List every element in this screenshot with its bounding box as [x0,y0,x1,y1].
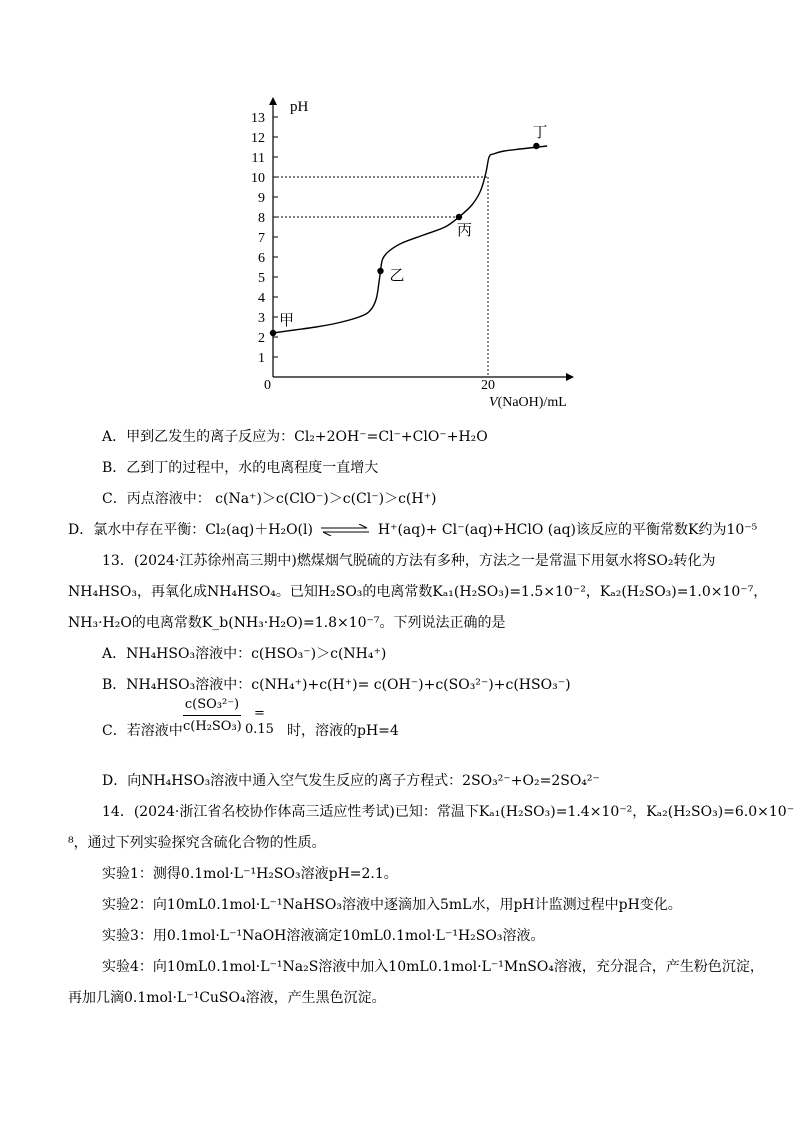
q14-experiment-2: 实验2：向10mL0.1mol·L⁻¹NaHSO₃溶液中逐滴加入5mL水，用pH计监测过程中pH变化。 [102,897,682,913]
chart-reference-lines [273,177,488,377]
point-label-3: 丁 [532,125,548,141]
q12-option-a: A．甲到乙发生的离子反应为：Cl₂+2OH⁻=Cl⁻+ClO⁻+H₂O [102,429,488,445]
q13-stem-line1: 13．(2024·江苏徐州高三期中)燃煤烟气脱硫的方法有多种，方法之一是常温下用氨水将SO₂转化为 [102,553,716,569]
point-label-2: 丙 [456,223,472,239]
y-tick-label-8: 8 [258,211,265,226]
point-label-1: 乙 [389,268,405,284]
q12-option-d-after: H⁺(aq)+ Cl⁻(aq)+HClO (aq)该反应的平衡常数K约为10⁻⁵ [377,522,758,538]
y-tick-label-1: 1 [258,351,265,366]
q12-option-b: B．乙到丁的过程中，水的电离程度一直增大 [102,460,379,476]
chart-ticks [251,111,495,393]
q12-option-d [68,521,757,539]
q13-option-d: D．向NH₄HSO₃溶液中通入空气发生反应的离子方程式：2SO₃²⁻+O₂=2SO₄²⁻ [102,773,600,789]
q13-option-c-prefix: C．若溶液中 [102,723,183,739]
y-tick-label-7: 7 [258,231,265,246]
y-tick-label-3: 3 [258,311,265,326]
y-axis-label: pH [290,99,309,115]
y-tick-label-5: 5 [258,271,265,286]
q14-experiment-4-line1: 实验4：向10mL0.1mol·L⁻¹Na₂S溶液中加入10mL0.1mol·L⁻¹MnSO₄溶液，充分混合，产生粉色沉淀， [102,959,764,975]
q13-option-c-fraction [183,697,274,737]
fraction-bar [183,715,241,716]
titration-curve [273,146,547,333]
y-tick-label-13: 13 [251,111,265,126]
y-tick-label-12: 12 [251,131,265,146]
y-tick-label-4: 4 [258,291,265,306]
q14-stem-line1: 14．(2024·浙江省名校协作体高三适应性考试)已知：常温下Kₐ₁(H₂SO₃)=1.4×10⁻²，Kₐ₂(H₂SO₃)=6.0×10⁻ [102,804,795,820]
y-tick-label-10: 10 [251,171,265,186]
point-label-0: 甲 [279,313,295,329]
point-2 [456,214,462,220]
q13-option-a: A．NH₄HSO₃溶液中：c(HSO₃⁻)＞c(NH₄⁺) [102,646,387,662]
point-1 [377,268,383,274]
q12-option-c: C．丙点溶液中： c(Na⁺)＞c(ClO⁻)＞c(Cl⁻)＞c(H⁺) [102,491,437,507]
chart-points [270,124,548,336]
q14-experiment-4-line2: 再加几滴0.1mol·L⁻¹CuSO₄溶液，产生黑色沉淀。 [68,990,386,1006]
q14-experiment-3: 实验3：用0.1mol·L⁻¹NaOH溶液滴定10mL0.1mol·L⁻¹H₂SO₃溶液。 [102,928,545,944]
q14-stem-line2: ⁸，通过下列实验探究含硫化合物的性质。 [68,835,326,851]
chart-axes [273,98,573,377]
x-axis-label: V(NaOH)/mL [489,395,567,410]
q13-stem-line2: NH₄HSO₃，再氧化成NH₄HSO₄。已知H₂SO₃的电离常数Kₐ₁(H₂SO₃)=1.5×10⁻²，Kₐ₂(H₂SO₃)=1.0×10⁻⁷， [68,584,768,600]
point-3 [533,143,539,149]
q14-experiment-1: 实验1：测得0.1mol·L⁻¹H₂SO₃溶液pH=2.1。 [102,866,398,882]
fraction-value: = 0.15 [245,706,274,737]
y-tick-label-11: 11 [251,151,265,166]
fraction-denominator: c(H₂SO₃) [183,719,242,734]
q13-option-c-suffix: 时，溶液的pH=4 [287,723,399,739]
y-tick-label-9: 9 [258,191,265,206]
q13-stem-line3: NH₃·H₂O的电离常数K_b(NH₃·H₂O)=1.8×10⁻⁷。下列说法正确的是 [68,615,506,631]
equilibrium-arrow-icon [319,524,371,536]
fraction-numerator: c(SO₃²⁻) [184,697,240,712]
q12-option-d-before: D．氯水中存在平衡：Cl₂(aq)＋H₂O(l) [68,522,313,538]
q13-option-b: B．NH₄HSO₃溶液中：c(NH₄⁺)+c(H⁺)= c(OH⁻)+c(SO₃²⁻)+c(HSO₃⁻) [102,677,571,693]
y-tick-label-2: 2 [258,331,265,346]
origin-label: 0 [264,378,271,393]
point-0 [270,330,276,336]
y-tick-label-6: 6 [258,251,265,266]
x-tick-label-20: 20 [481,378,495,393]
titration-chart [0,0,800,420]
